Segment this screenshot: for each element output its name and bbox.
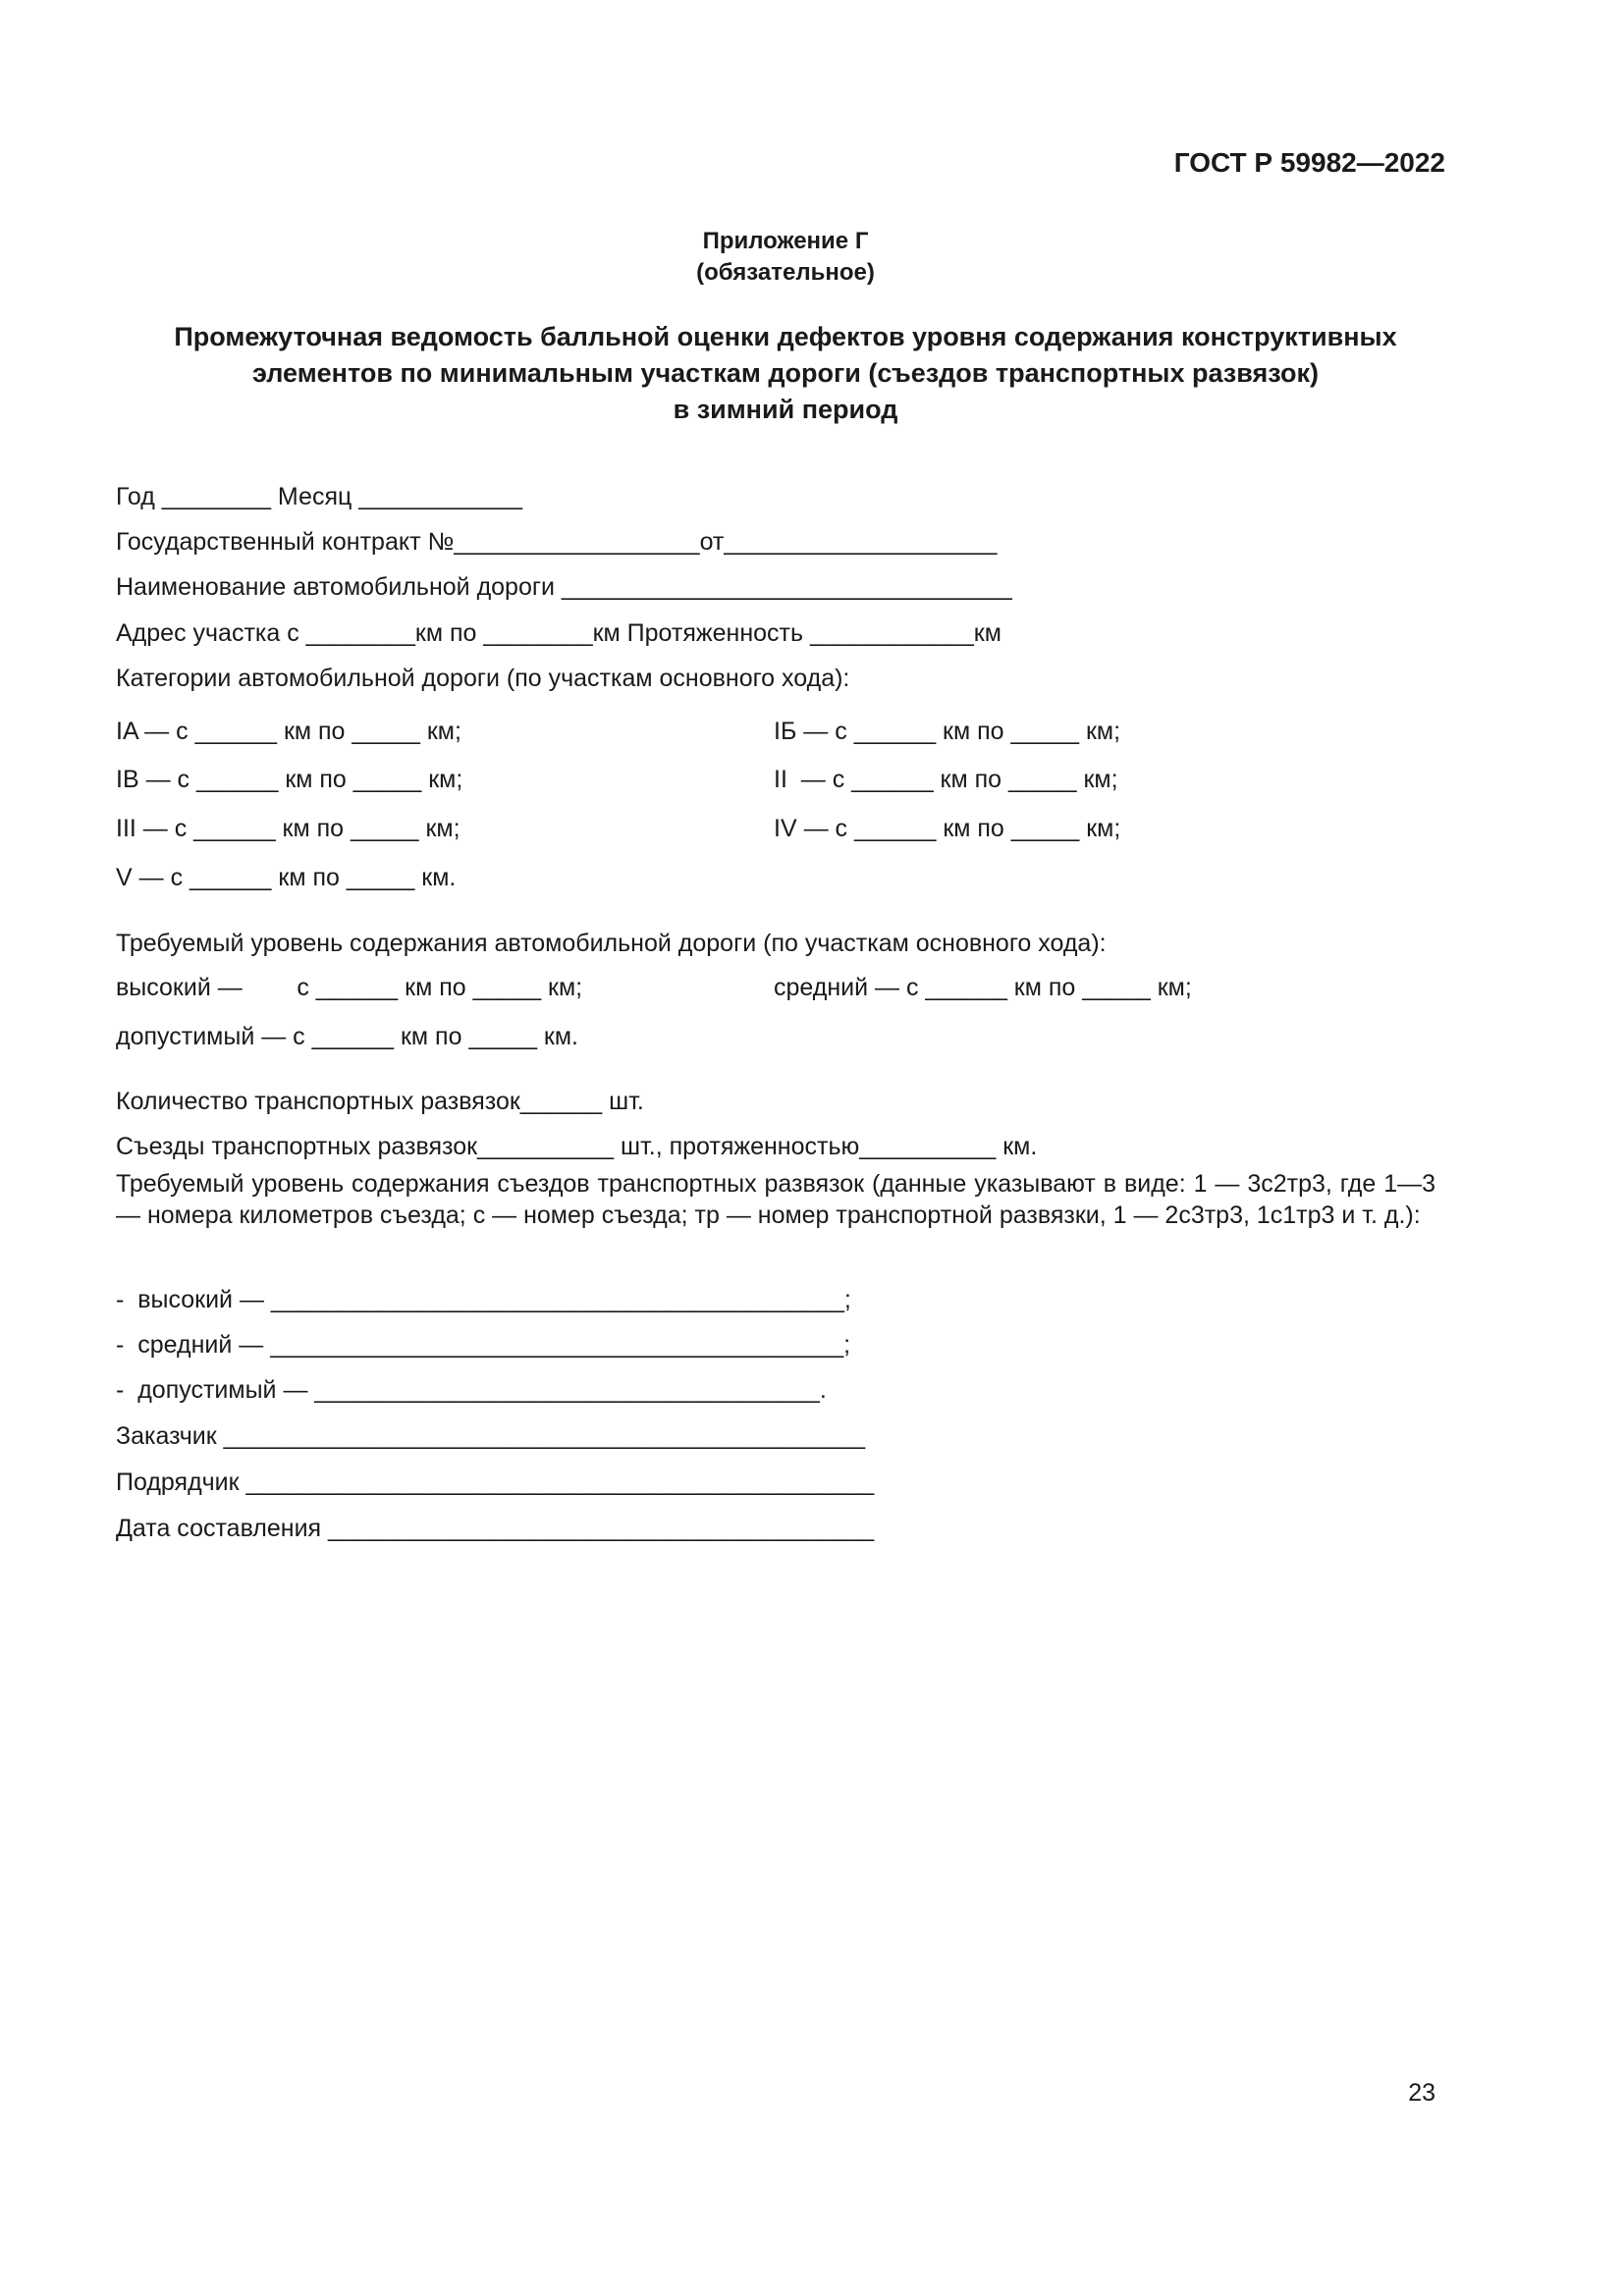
road-name-field: Наименование автомобильной дороги _________________________________ — [116, 573, 1012, 601]
category-ia: IA — с ______ км по _____ км; — [116, 718, 461, 745]
appendix-name: Приложение Г — [702, 228, 869, 254]
standard-code: ГОСТ Р 59982—2022 — [1173, 147, 1445, 178]
address-field: Адрес участка с ________км по ________км Протяженность ____________км — [116, 619, 1001, 647]
category-iii: III — с ______ км по _____ км; — [116, 815, 460, 842]
appendix-status: (обязательное) — [696, 259, 875, 286]
customer-field: Заказчик _______________________________________________ — [116, 1422, 866, 1450]
contractor-field: Подрядчик ______________________________________________ — [116, 1468, 875, 1496]
date-field: Дата составления ________________________________________ — [116, 1515, 875, 1542]
level-heading: Требуемый уровень содержания автомобильной дороги (по участкам основного хода): — [116, 930, 1107, 957]
ramps-level-paragraph: Требуемый уровень содержания съездов транспортных развязок (данные указывают в виде: 1 — 3с2тр3, где 1—3 — номера километров съезда; с — номер съезда; тр — номер транспортной развязки, 1 — 2с3тр3, 1с1тр3 и т. д.): — [116, 1170, 1435, 1229]
ramp-level-high: - высокий — __________________________________________; — [116, 1286, 851, 1313]
category-v: V — с ______ км по _____ км. — [116, 864, 457, 891]
ramp-level-acceptable: - допустимый — _____________________________________. — [116, 1376, 827, 1404]
title-line-2: элементов по минимальным участкам дороги (съездов транспортных развязок) — [252, 358, 1319, 388]
category-ii: II — с ______ км по _____ км; — [774, 766, 1118, 793]
title-line-3: в зимний период — [673, 395, 898, 424]
categories-heading: Категории автомобильной дороги (по участкам основного хода): — [116, 665, 850, 692]
title-line-1: Промежуточная ведомость балльной оценки дефектов уровня содержания конструктивных — [174, 322, 1397, 351]
category-ib: IБ — с ______ км по _____ км; — [774, 718, 1121, 745]
interchanges-count-field: Количество транспортных развязок______ шт. — [116, 1088, 644, 1115]
year-month-field: Год ________ Месяц ____________ — [116, 483, 523, 510]
category-iv: IV — с ______ км по _____ км; — [774, 815, 1121, 842]
document-title — [98, 319, 1473, 428]
page-number: 23 — [1408, 2079, 1435, 2107]
category-iv-latin: IB — с ______ км по _____ км; — [116, 766, 463, 793]
contract-field: Государственный контракт №__________________от____________________ — [116, 528, 998, 556]
level-acceptable: допустимый — с ______ км по _____ км. — [116, 1023, 578, 1050]
ramp-level-medium: - средний — __________________________________________; — [116, 1331, 851, 1359]
ramps-field: Съезды транспортных развязок__________ шт., протяженностью__________ км. — [116, 1133, 1038, 1160]
level-high: высокий — с ______ км по _____ км; — [116, 974, 583, 1001]
level-medium: средний — с ______ км по _____ км; — [774, 974, 1192, 1001]
